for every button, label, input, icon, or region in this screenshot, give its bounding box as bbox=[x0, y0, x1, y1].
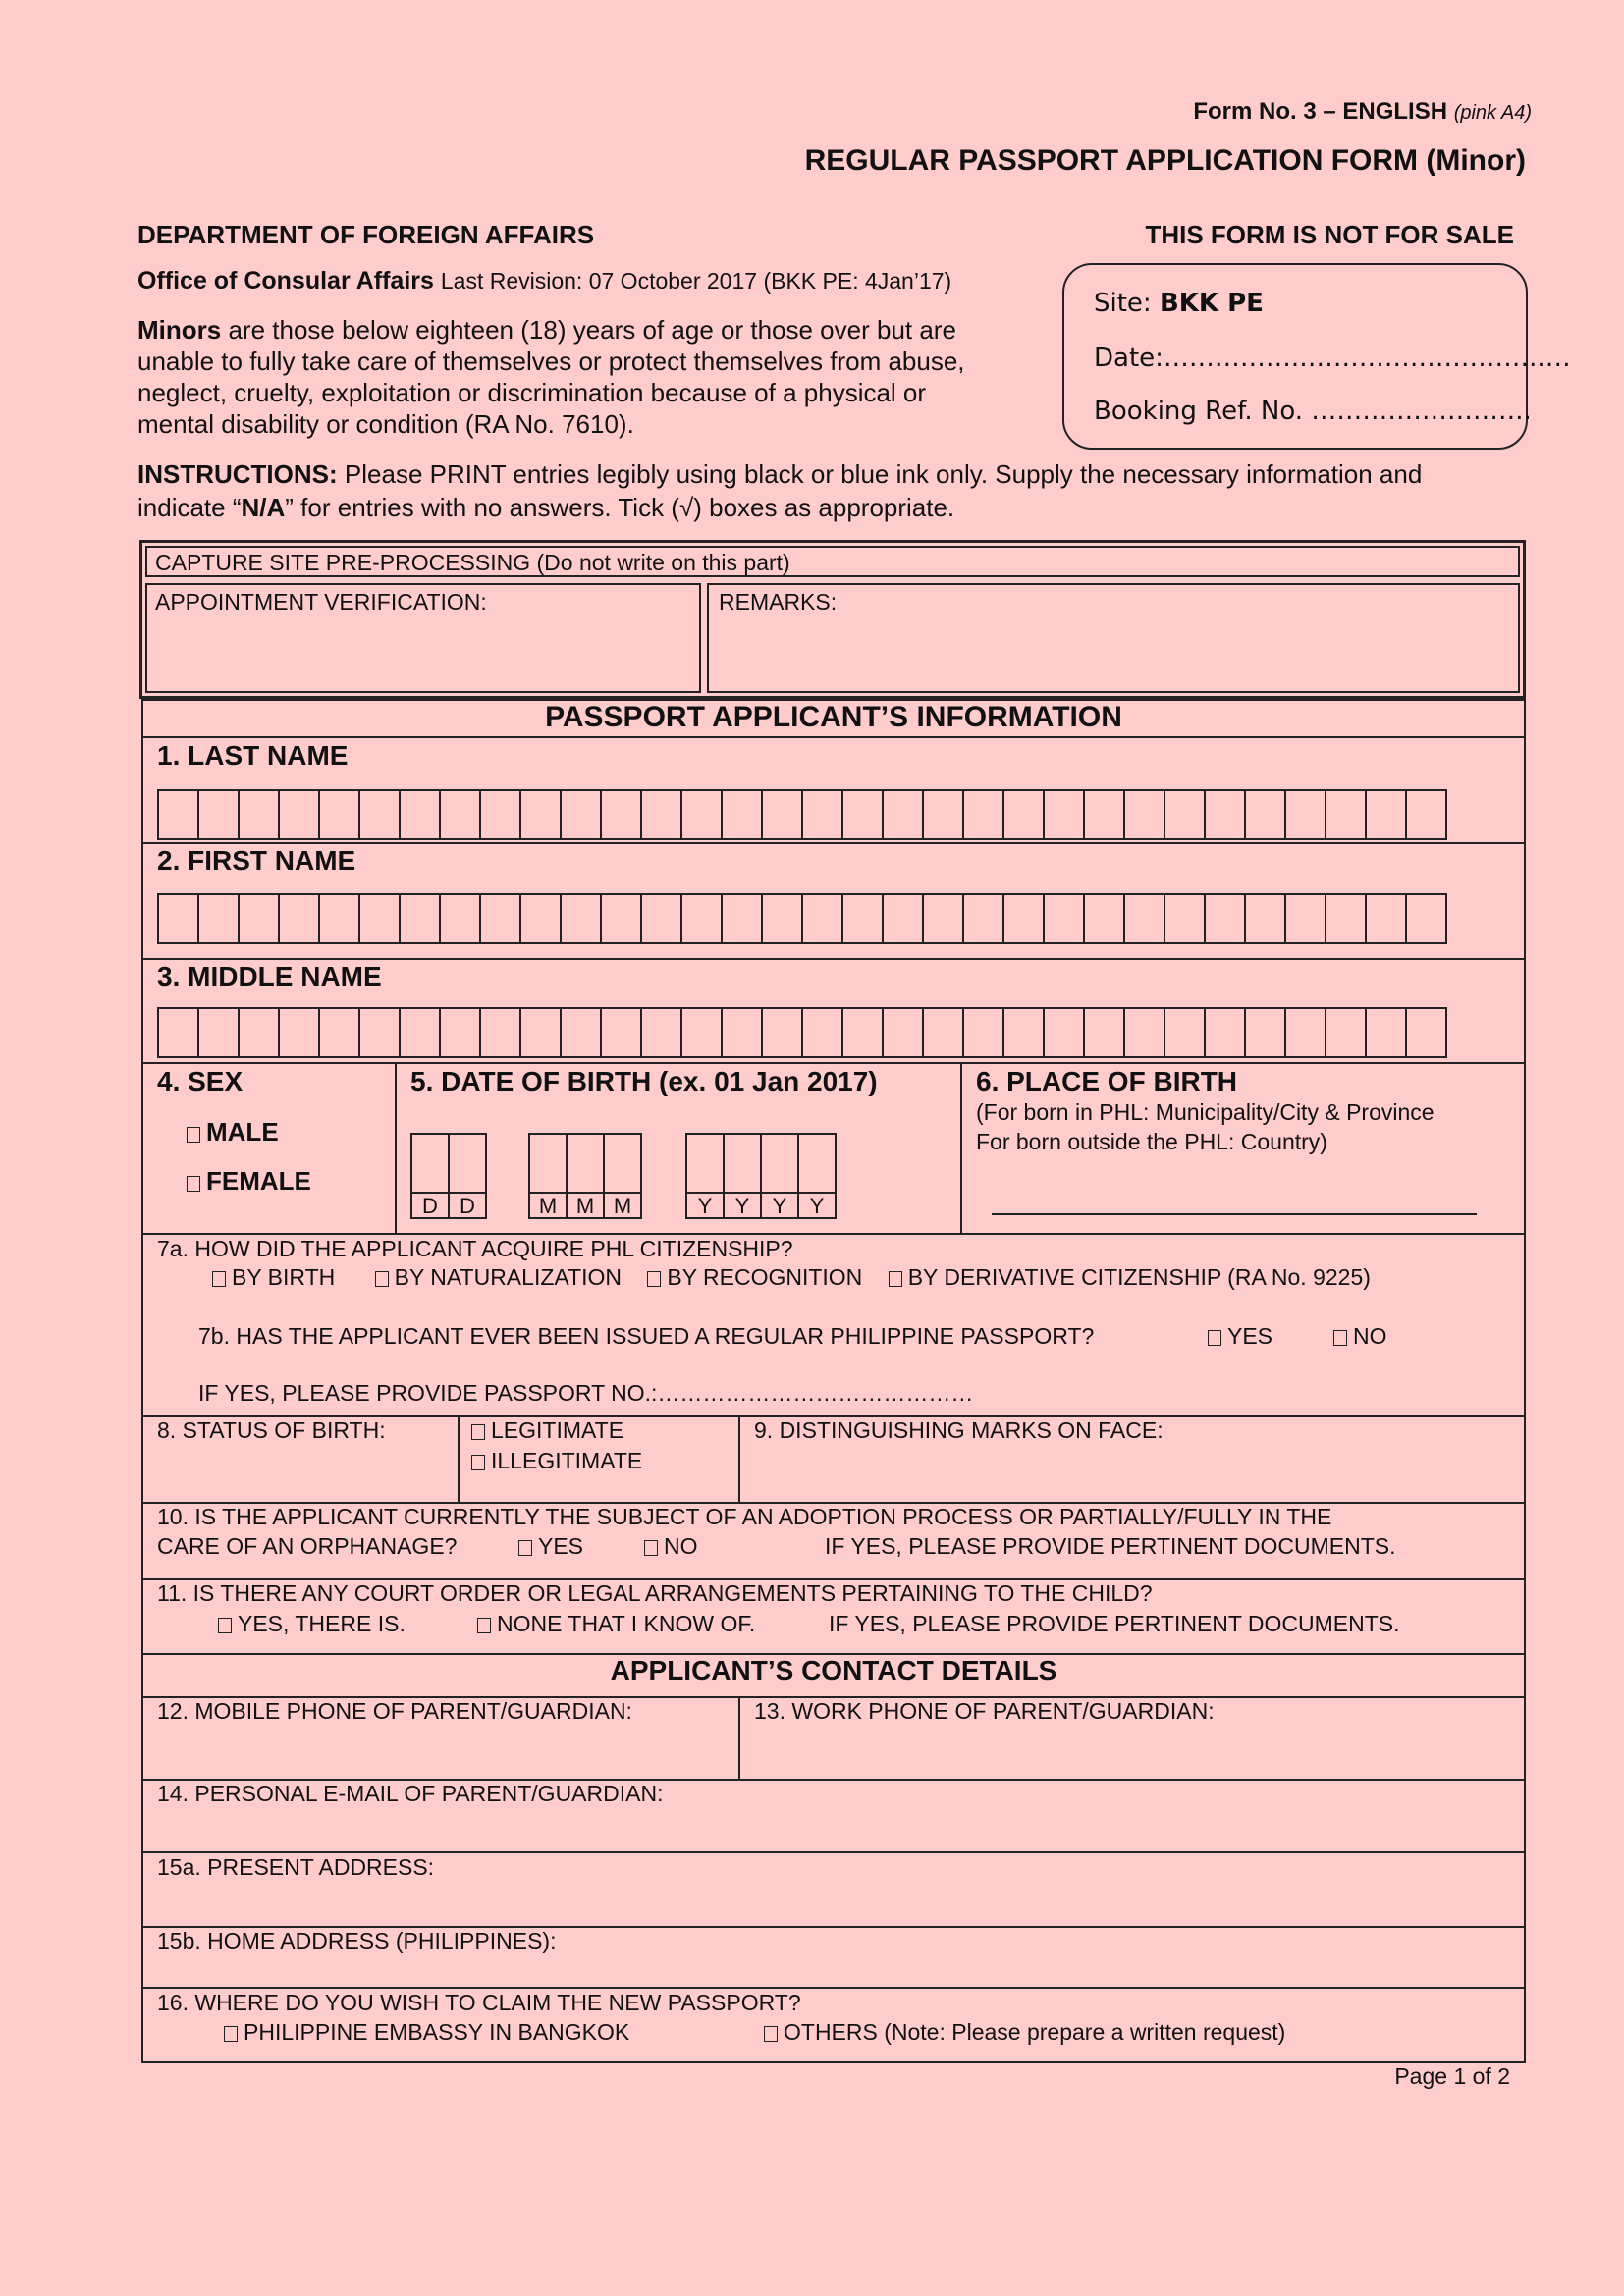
letter-cell[interactable] bbox=[884, 1007, 924, 1058]
letter-cell[interactable] bbox=[360, 1007, 401, 1058]
first-name-input[interactable] bbox=[157, 893, 1447, 944]
letter-cell[interactable] bbox=[803, 789, 843, 840]
letter-cell[interactable] bbox=[1367, 789, 1407, 840]
last-name-input[interactable] bbox=[157, 789, 1447, 840]
letter-cell[interactable] bbox=[884, 893, 924, 944]
letter-cell[interactable] bbox=[1004, 1007, 1045, 1058]
applicant-section-title: PASSPORT APPLICANT’S INFORMATION bbox=[545, 701, 1122, 733]
letter-cell[interactable] bbox=[803, 893, 843, 944]
date-of-birth-label: 5. DATE OF BIRTH (ex. 01 Jan 2017) bbox=[410, 1066, 878, 1096]
claim-location-question: 16. WHERE DO YOU WISH TO CLAIM THE NEW PASSPORT? bbox=[157, 1990, 801, 2015]
mobile-phone-label: 12. MOBILE PHONE OF PARENT/GUARDIAN: bbox=[157, 1698, 632, 1724]
letter-cell[interactable] bbox=[682, 789, 723, 840]
letter-cell[interactable] bbox=[441, 789, 481, 840]
claim-option-others[interactable]: OTHERS (Note: Please prepare a written request) bbox=[764, 2019, 1285, 2046]
letter-cell[interactable] bbox=[1286, 1007, 1326, 1058]
status-of-birth-label: 8. STATUS OF BIRTH: bbox=[157, 1417, 386, 1443]
dob-day-input[interactable]: D D bbox=[410, 1133, 487, 1219]
letter-cell[interactable] bbox=[763, 893, 803, 944]
letter-cell[interactable] bbox=[1004, 789, 1045, 840]
letter-cell[interactable] bbox=[763, 1007, 803, 1058]
status-illegitimate[interactable]: ILLEGITIMATE bbox=[471, 1448, 642, 1474]
letter-cell[interactable] bbox=[521, 1007, 562, 1058]
letter-cell[interactable] bbox=[964, 789, 1004, 840]
letter-cell[interactable] bbox=[803, 1007, 843, 1058]
letter-cell[interactable] bbox=[360, 789, 401, 840]
remarks-label: REMARKS: bbox=[719, 589, 838, 614]
letter-cell[interactable] bbox=[1165, 1007, 1206, 1058]
court-order-note: IF YES, PLEASE PROVIDE PERTINENT DOCUMENTS. bbox=[829, 1611, 1400, 1636]
letter-cell[interactable] bbox=[360, 893, 401, 944]
letter-cell[interactable] bbox=[1045, 789, 1085, 840]
letter-cell[interactable] bbox=[1326, 789, 1367, 840]
prior-passport-number-field[interactable]: IF YES, PLEASE PROVIDE PASSPORT NO.:…………………………………… bbox=[198, 1380, 974, 1406]
letter-cell[interactable] bbox=[642, 1007, 682, 1058]
letter-cell[interactable] bbox=[280, 789, 320, 840]
letter-cell[interactable] bbox=[401, 893, 441, 944]
letter-cell[interactable] bbox=[481, 1007, 521, 1058]
letter-cell[interactable] bbox=[1407, 1007, 1447, 1058]
appointment-verification-box[interactable] bbox=[145, 583, 701, 693]
letter-cell[interactable] bbox=[1367, 1007, 1407, 1058]
letter-cell[interactable] bbox=[602, 1007, 642, 1058]
letter-cell[interactable] bbox=[1125, 893, 1165, 944]
court-order-none[interactable]: NONE THAT I KNOW OF. bbox=[477, 1611, 755, 1637]
first-name-label: 2. FIRST NAME bbox=[157, 845, 356, 876]
letter-cell[interactable] bbox=[1246, 1007, 1286, 1058]
sex-option-female[interactable]: FEMALE bbox=[187, 1166, 311, 1197]
capture-title: CAPTURE SITE PRE-PROCESSING (Do not write on this part) bbox=[155, 550, 790, 575]
letter-cell[interactable] bbox=[964, 893, 1004, 944]
letter-cell[interactable] bbox=[159, 1007, 199, 1058]
letter-cell[interactable] bbox=[159, 893, 199, 944]
middle-name-label: 3. MIDDLE NAME bbox=[157, 961, 382, 991]
citizenship-by-derivative[interactable]: BY DERIVATIVE CITIZENSHIP (RA No. 9225) bbox=[889, 1264, 1371, 1290]
letter-cell[interactable] bbox=[642, 789, 682, 840]
letter-cell[interactable] bbox=[320, 893, 360, 944]
letter-cell[interactable] bbox=[1085, 789, 1125, 840]
booking-ref-field[interactable]: Booking Ref. No. …………………….. bbox=[1094, 397, 1532, 426]
court-order-yes[interactable]: YES, THERE IS. bbox=[218, 1611, 406, 1637]
contact-section-title: APPLICANT’S CONTACT DETAILS bbox=[610, 1655, 1057, 1685]
sex-option-male[interactable]: MALE bbox=[187, 1117, 279, 1148]
prior-passport-question: 7b. HAS THE APPLICANT EVER BEEN ISSUED A REGULAR PHILIPPINE PASSPORT? bbox=[198, 1323, 1095, 1349]
letter-cell[interactable] bbox=[682, 893, 723, 944]
citizenship-question: 7a. HOW DID THE APPLICANT ACQUIRE PHL CITIZENSHIP? bbox=[157, 1236, 793, 1261]
letter-cell[interactable] bbox=[1326, 1007, 1367, 1058]
page-title: REGULAR PASSPORT APPLICATION FORM (Minor) bbox=[804, 144, 1526, 177]
checkbox-icon bbox=[187, 1127, 200, 1143]
letter-cell[interactable] bbox=[884, 789, 924, 840]
letter-cell[interactable] bbox=[1125, 789, 1165, 840]
dob-year-input[interactable]: Y Y Y Y bbox=[685, 1133, 837, 1219]
capture-title-row bbox=[145, 546, 1520, 577]
letter-cell[interactable] bbox=[1165, 789, 1206, 840]
letter-cell[interactable] bbox=[602, 893, 642, 944]
letter-cell[interactable] bbox=[843, 789, 884, 840]
adoption-note: IF YES, PLEASE PROVIDE PERTINENT DOCUMENTS. bbox=[825, 1533, 1396, 1559]
present-address-label: 15a. PRESENT ADDRESS: bbox=[157, 1854, 435, 1880]
letter-cell[interactable] bbox=[562, 893, 602, 944]
letter-cell[interactable] bbox=[280, 893, 320, 944]
letter-cell[interactable] bbox=[843, 893, 884, 944]
letter-cell[interactable] bbox=[1045, 893, 1085, 944]
letter-cell[interactable] bbox=[199, 893, 240, 944]
letter-cell[interactable] bbox=[199, 789, 240, 840]
home-address-label: 15b. HOME ADDRESS (PHILIPPINES): bbox=[157, 1928, 557, 1953]
page-number: Page 1 of 2 bbox=[1394, 2063, 1510, 2089]
letter-cell[interactable] bbox=[682, 1007, 723, 1058]
letter-cell[interactable] bbox=[481, 893, 521, 944]
middle-name-input[interactable] bbox=[157, 1007, 1447, 1058]
office-line: Office of Consular Affairs Last Revision: 07 October 2017 (BKK PE: 4Jan’17) bbox=[137, 267, 952, 294]
letter-cell[interactable] bbox=[401, 789, 441, 840]
letter-cell[interactable] bbox=[1407, 893, 1447, 944]
minors-definition: Minors are those below eighteen (18) years of age or those over but are unable to fully take care of themselves or protect themselves from abuse, neglect, cruelty, exploitation or discrimination because of a physical or mental disability or condition (RA No. 7610). bbox=[137, 315, 965, 439]
letter-cell[interactable] bbox=[642, 893, 682, 944]
adoption-yes[interactable]: YES bbox=[518, 1533, 583, 1560]
letter-cell[interactable] bbox=[763, 789, 803, 840]
letter-cell[interactable] bbox=[320, 789, 360, 840]
remarks-box[interactable] bbox=[707, 583, 1520, 693]
date-field[interactable]: Date:…………….………………………..… bbox=[1094, 344, 1571, 373]
letter-cell[interactable] bbox=[964, 1007, 1004, 1058]
letter-cell[interactable] bbox=[723, 1007, 763, 1058]
letter-cell[interactable] bbox=[320, 1007, 360, 1058]
letter-cell[interactable] bbox=[1367, 893, 1407, 944]
letter-cell[interactable] bbox=[1165, 893, 1206, 944]
adoption-no[interactable]: NO bbox=[644, 1533, 698, 1560]
citizenship-options bbox=[212, 1264, 1371, 1291]
letter-cell[interactable] bbox=[199, 1007, 240, 1058]
status-legitimate[interactable]: LEGITIMATE bbox=[471, 1417, 623, 1444]
letter-cell[interactable] bbox=[1206, 893, 1246, 944]
site-value: BKK PE bbox=[1159, 289, 1264, 318]
distinguishing-marks-label: 9. DISTINGUISHING MARKS ON FACE: bbox=[754, 1417, 1164, 1443]
adoption-question: 10. IS THE APPLICANT CURRENTLY THE SUBJECT OF AN ADOPTION PROCESS OR PARTIALLY/FULLY IN THE bbox=[157, 1504, 1332, 1529]
letter-cell[interactable] bbox=[1286, 789, 1326, 840]
court-order-question: 11. IS THERE ANY COURT ORDER OR LEGAL ARRANGEMENTS PERTAINING TO THE CHILD? bbox=[157, 1580, 1153, 1606]
citizenship-by-recognition[interactable]: BY RECOGNITION bbox=[647, 1264, 862, 1290]
last-name-label: 1. LAST NAME bbox=[157, 740, 349, 771]
not-for-sale-notice: THIS FORM IS NOT FOR SALE bbox=[1145, 220, 1514, 249]
email-label: 14. PERSONAL E-MAIL OF PARENT/GUARDIAN: bbox=[157, 1781, 664, 1806]
letter-cell[interactable] bbox=[240, 893, 280, 944]
letter-cell[interactable] bbox=[1286, 893, 1326, 944]
letter-cell[interactable] bbox=[924, 893, 964, 944]
letter-cell[interactable] bbox=[1206, 1007, 1246, 1058]
place-of-birth-label: 6. PLACE OF BIRTH bbox=[976, 1066, 1238, 1096]
letter-cell[interactable] bbox=[441, 1007, 481, 1058]
orphanage-question: CARE OF AN ORPHANAGE? bbox=[157, 1533, 458, 1559]
place-of-birth-input[interactable] bbox=[992, 1213, 1477, 1215]
letter-cell[interactable] bbox=[240, 789, 280, 840]
letter-cell[interactable] bbox=[1045, 1007, 1085, 1058]
letter-cell[interactable] bbox=[240, 1007, 280, 1058]
work-phone-label: 13. WORK PHONE OF PARENT/GUARDIAN: bbox=[754, 1698, 1215, 1724]
department-name: DEPARTMENT OF FOREIGN AFFAIRS bbox=[137, 220, 595, 249]
checkbox-icon bbox=[187, 1176, 200, 1192]
appointment-verification-label: APPOINTMENT VERIFICATION: bbox=[155, 589, 487, 614]
letter-cell[interactable] bbox=[1407, 789, 1447, 840]
letter-cell[interactable] bbox=[723, 893, 763, 944]
letter-cell[interactable] bbox=[924, 1007, 964, 1058]
letter-cell[interactable] bbox=[1004, 893, 1045, 944]
sex-label: 4. SEX bbox=[157, 1066, 244, 1096]
instructions: INSTRUCTIONS: Please PRINT entries legibly using black or blue ink only. Supply the necessary information and indicate “N/A” for entries with no answers. Tick (√) boxes as appropriate. bbox=[137, 459, 1423, 522]
claim-option-embassy[interactable]: PHILIPPINE EMBASSY IN BANGKOK bbox=[224, 2019, 629, 2046]
letter-cell[interactable] bbox=[1085, 893, 1125, 944]
letter-cell[interactable] bbox=[562, 1007, 602, 1058]
form-number: Form No. 3 – ENGLISH (pink A4) bbox=[1193, 98, 1532, 125]
dob-month-input[interactable]: M M M bbox=[528, 1133, 642, 1219]
prior-passport-no[interactable]: NO bbox=[1333, 1323, 1387, 1350]
letter-cell[interactable] bbox=[1125, 1007, 1165, 1058]
letter-cell[interactable] bbox=[924, 789, 964, 840]
place-of-birth-note: (For born in PHL: Municipality/City & Province For born outside the PHL: Country) bbox=[976, 1099, 1435, 1154]
letter-cell[interactable] bbox=[159, 789, 199, 840]
letter-cell[interactable] bbox=[481, 789, 521, 840]
letter-cell[interactable] bbox=[1206, 789, 1246, 840]
letter-cell[interactable] bbox=[562, 789, 602, 840]
letter-cell[interactable] bbox=[723, 789, 763, 840]
letter-cell[interactable] bbox=[401, 1007, 441, 1058]
citizenship-by-naturalization[interactable]: BY NATURALIZATION bbox=[375, 1264, 622, 1290]
letter-cell[interactable] bbox=[521, 789, 562, 840]
letter-cell[interactable] bbox=[602, 789, 642, 840]
letter-cell[interactable] bbox=[1246, 789, 1286, 840]
citizenship-by-birth[interactable]: BY BIRTH bbox=[212, 1264, 335, 1290]
letter-cell[interactable] bbox=[1246, 893, 1286, 944]
letter-cell[interactable] bbox=[280, 1007, 320, 1058]
prior-passport-yes[interactable]: YES bbox=[1208, 1323, 1272, 1350]
site-box: Site: BKK PE Date:…………….………………………..… Booking Ref. No. …………………….. bbox=[1062, 263, 1528, 450]
letter-cell[interactable] bbox=[1326, 893, 1367, 944]
letter-cell[interactable] bbox=[1085, 1007, 1125, 1058]
letter-cell[interactable] bbox=[441, 893, 481, 944]
letter-cell[interactable] bbox=[521, 893, 562, 944]
letter-cell[interactable] bbox=[843, 1007, 884, 1058]
